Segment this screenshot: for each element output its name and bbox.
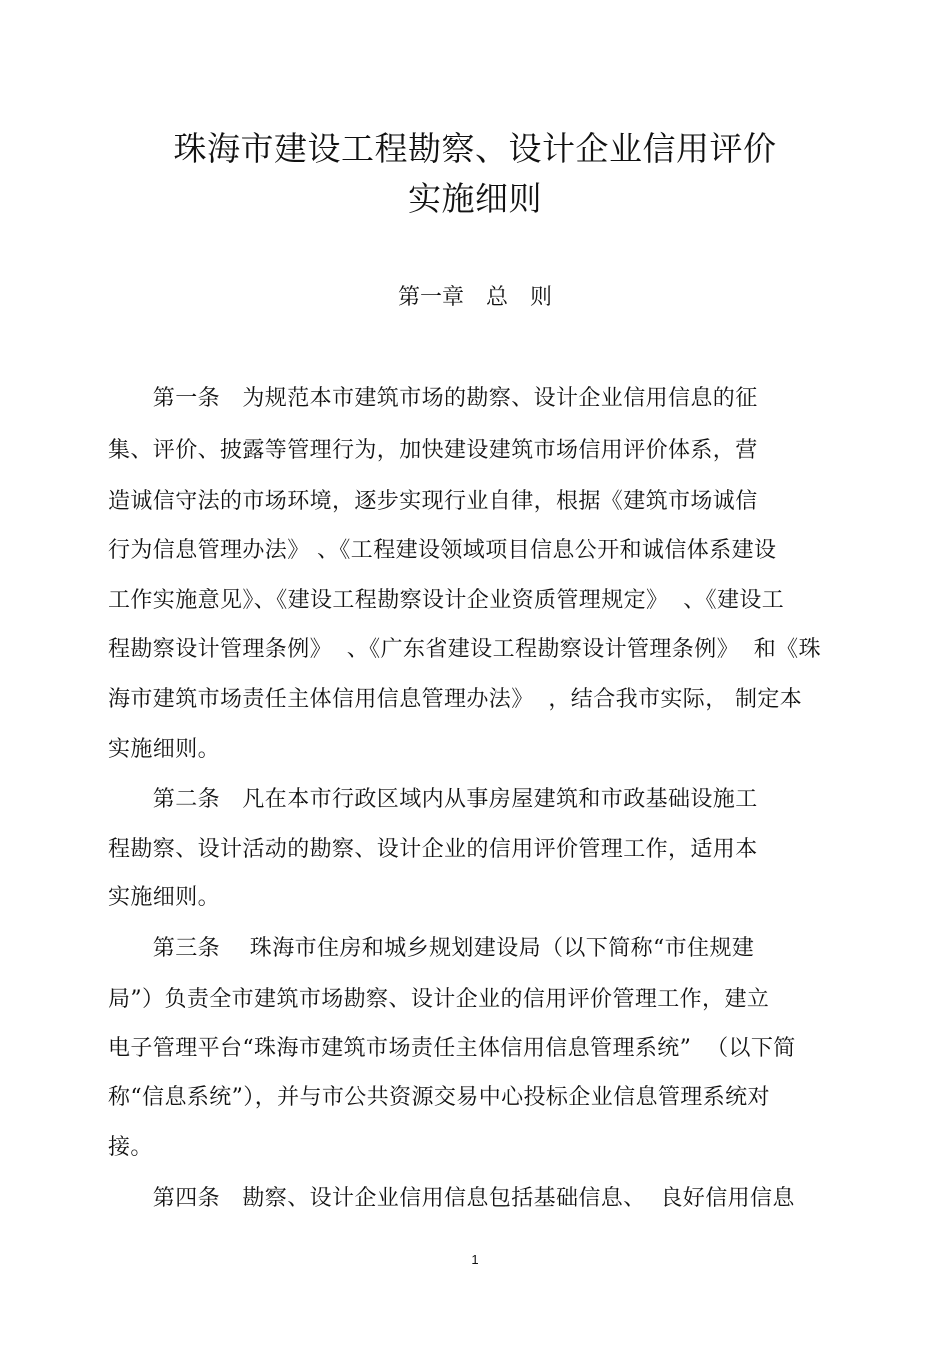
body-line: 实施细则。 xyxy=(108,885,221,910)
body-line: 第四条 勘察、设计企业信用信息包括基础信息、 良好信用信息 xyxy=(108,1186,795,1211)
body-line: 程勘察设计管理条例》 、《广东省建设工程勘察设计管理条例》 和《珠 xyxy=(108,637,821,662)
body-line: 海市建筑市场责任主体信用信息管理办法》 ，结合我市实际， 制定本 xyxy=(108,687,803,712)
body-line: 局”）负责全市建筑市场勘察、设计企业的信用评价管理工作，建立 xyxy=(108,987,770,1012)
body-line: 工作实施意见》、《建设工程勘察设计企业资质管理规定》 、《建设工 xyxy=(108,588,785,613)
document-title-line2: 实施细则 xyxy=(408,179,542,218)
body-line: 集、评价、披露等管理行为，加快建设建筑市场信用评价体系，营 xyxy=(108,438,758,463)
body-line: 称“信息系统”），并与市公共资源交易中心投标企业信息管理系统对 xyxy=(108,1085,770,1110)
body-line: 程勘察、设计活动的勘察、设计企业的信用评价管理工作，适用本 xyxy=(108,837,758,862)
body-line: 实施细则。 xyxy=(108,737,221,762)
body-line: 第一条 为规范本市建筑市场的勘察、设计企业信用信息的征 xyxy=(108,386,758,411)
body-line: 接。 xyxy=(108,1135,153,1160)
body-line: 造诚信守法的市场环境，逐步实现行业自律，根据《建筑市场诚信 xyxy=(108,489,758,514)
chapter-heading: 第一章 总 则 xyxy=(397,285,552,310)
body-line: 电子管理平台“珠海市建筑市场责任主体信用信息管理系统” （以下简 xyxy=(108,1036,796,1061)
body-line: 行为信息管理办法》 、《工程建设领域项目信息公开和诚信体系建设 xyxy=(108,538,777,563)
page-number: 1 xyxy=(471,1252,479,1267)
body-line: 第二条 凡在本市行政区域内从事房屋建筑和市政基础设施工 xyxy=(108,787,758,812)
body-line: 第三条 珠海市住房和城乡规划建设局（以下简称“市住规建 xyxy=(108,936,755,961)
document-title-line1: 珠海市建设工程勘察、设计企业信用评价 xyxy=(173,129,777,168)
